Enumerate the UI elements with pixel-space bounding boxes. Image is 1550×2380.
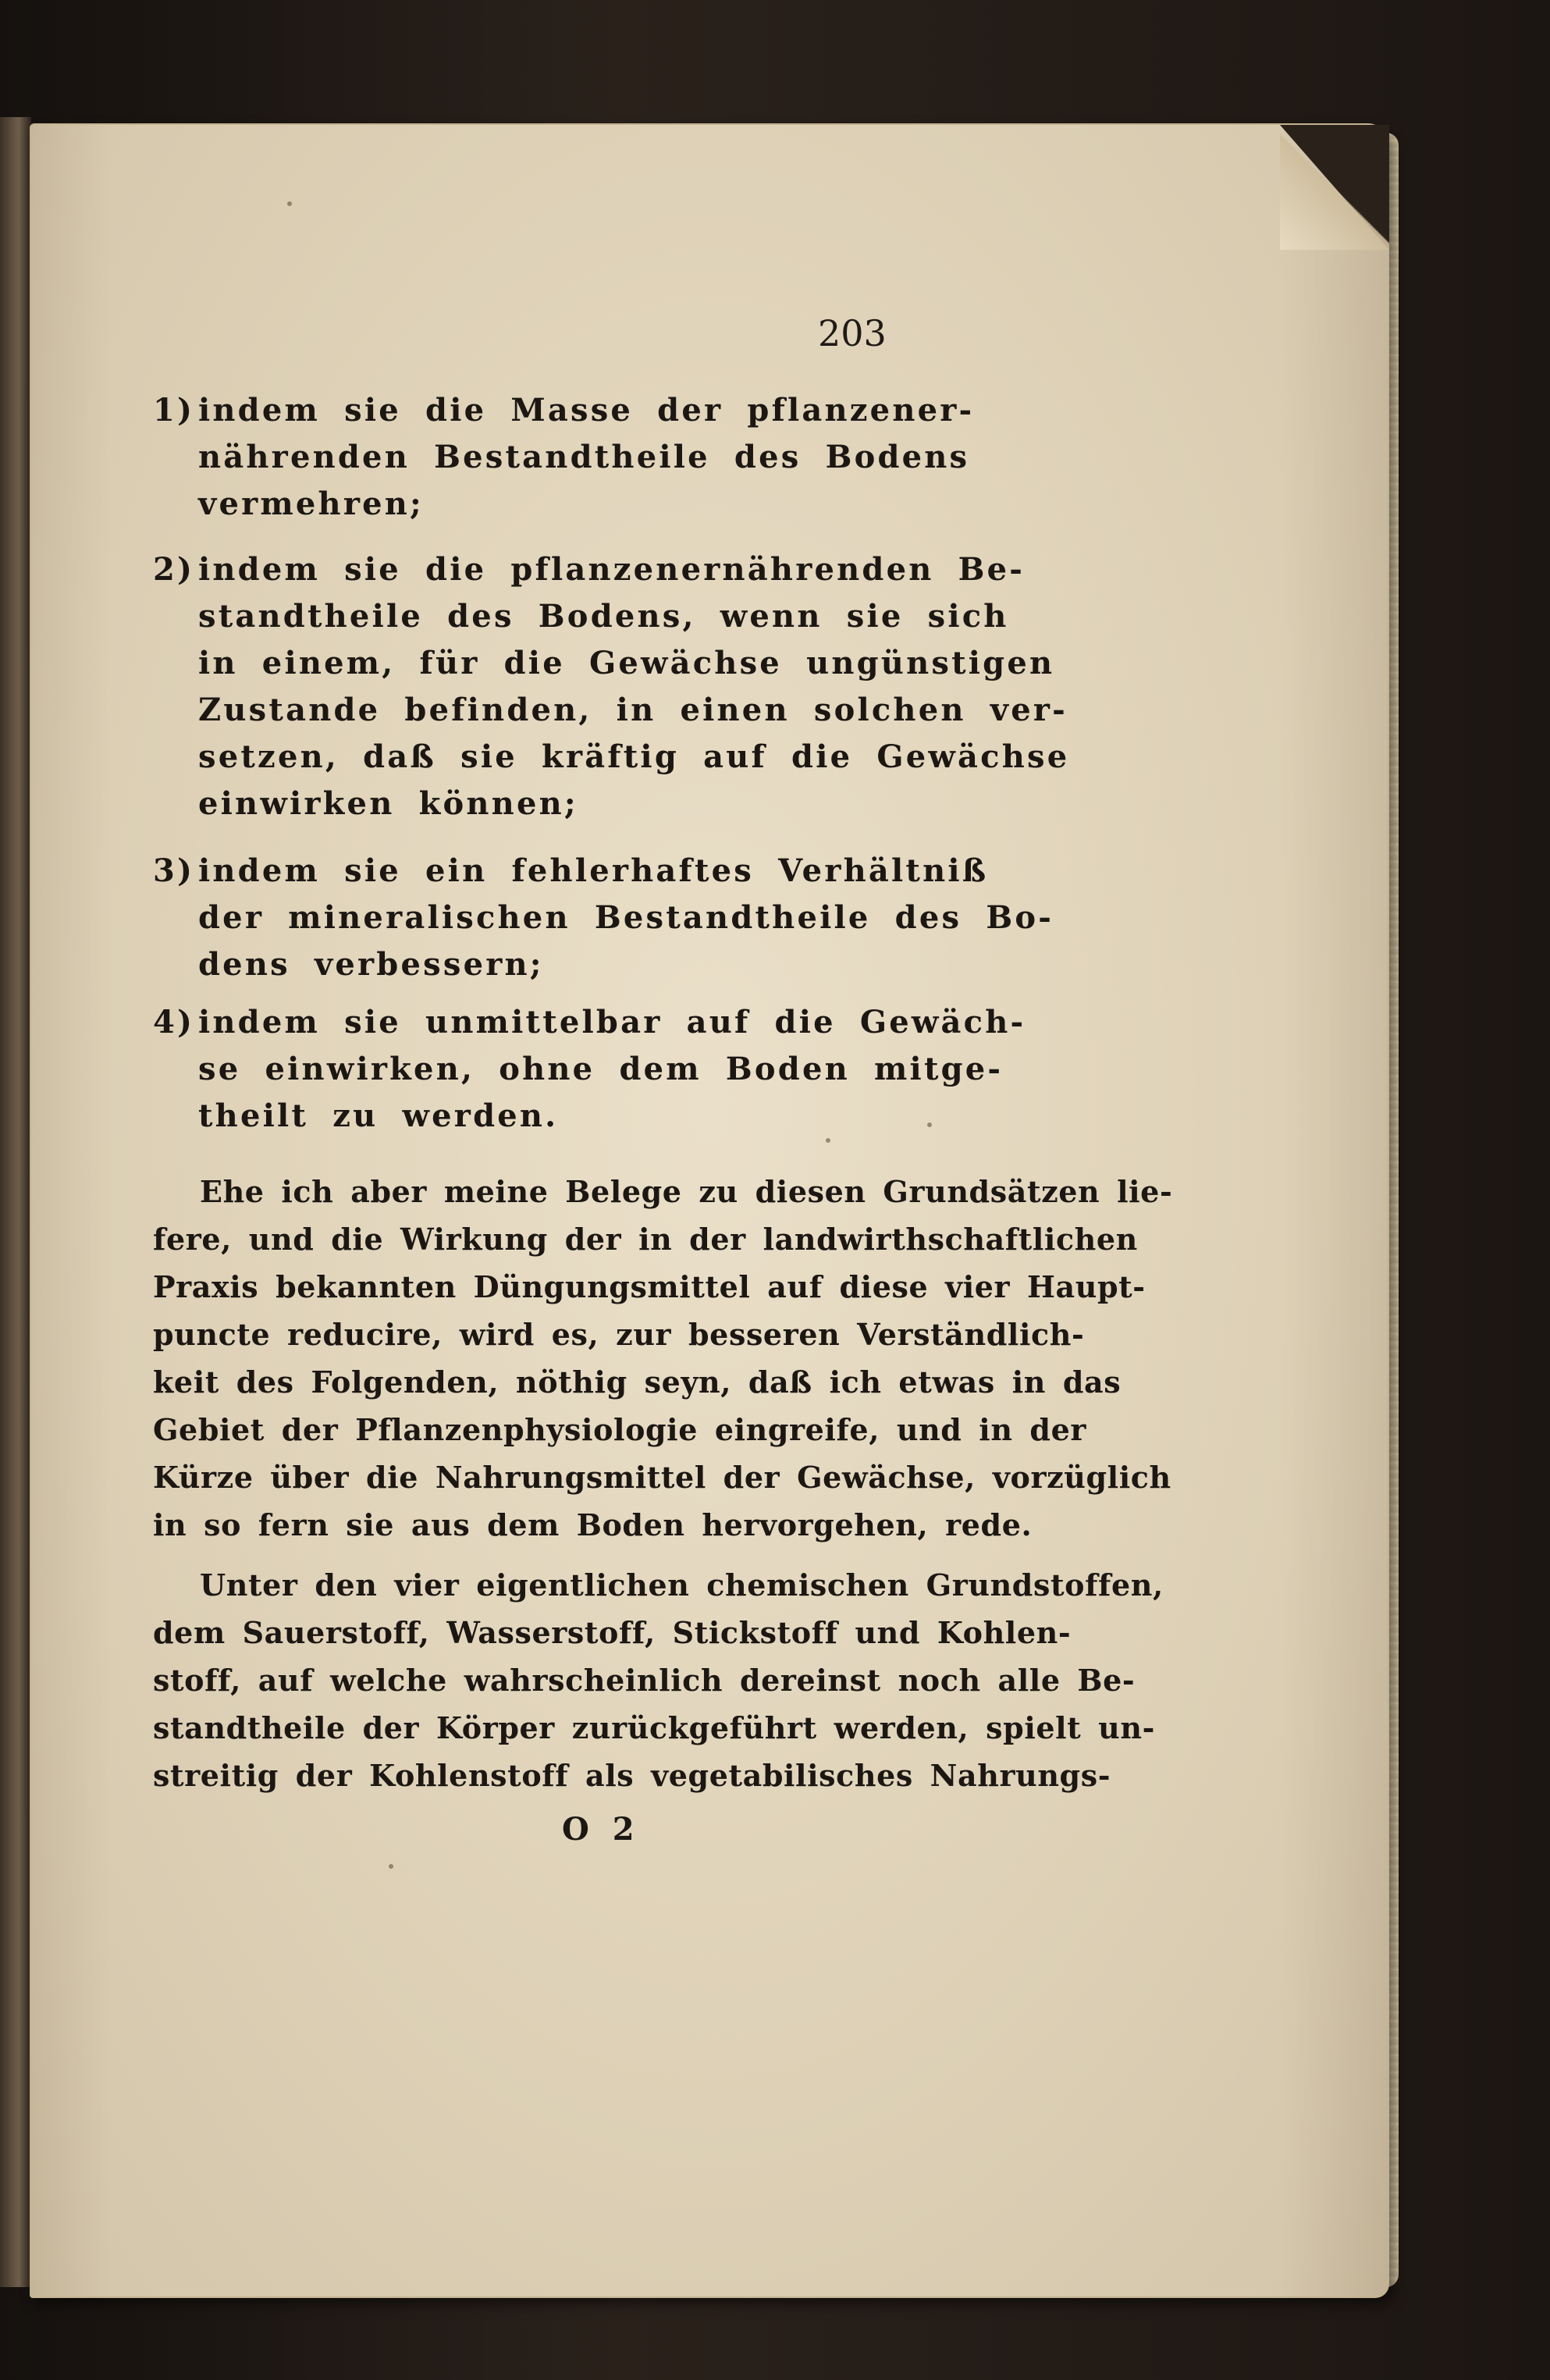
paper-speck	[389, 1864, 393, 1869]
list-item-2	[153, 546, 1070, 827]
paragraph-line: Praxis bekannten Düngungsmittel auf diese vier Haupt-	[153, 1269, 1146, 1304]
paragraph-line: Unter den vier eigentlichen chemischen Grundstoffen,	[200, 1567, 1164, 1603]
list-line: theilt zu werden.	[198, 1098, 559, 1134]
list-line: standtheile des Bodens, wenn sie sich	[198, 598, 1009, 635]
paragraph-line: Gebiet der Pflanzenphysiologie eingreife, und in der	[153, 1412, 1086, 1447]
list-line: dens verbessern;	[198, 946, 544, 983]
paper-speck	[927, 1122, 932, 1127]
list-line: indem sie die Masse der pflanzener-	[198, 392, 975, 429]
list-line: Zustande befinden, in einen solchen ver-	[198, 692, 1068, 728]
list-line: in einem, für die Gewächse ungünstigen	[198, 645, 1055, 681]
paragraph-line: fere, und die Wirkung der in der landwirthschaftlichen	[153, 1222, 1138, 1257]
paragraph-line: in so fern sie aus dem Boden hervorgehen, rede.	[153, 1507, 1033, 1542]
list-line: indem sie ein fehlerhaftes Verhältniß	[198, 852, 989, 889]
list-line: setzen, daß sie kräftig auf die Gewächse	[198, 738, 1070, 775]
paragraph-line: puncte reducire, wird es, zur besseren Verständlich-	[153, 1317, 1085, 1352]
list-line: se einwirken, ohne dem Boden mitge-	[198, 1051, 1004, 1087]
list-line: vermehren;	[198, 486, 424, 522]
dogear-fold	[1280, 125, 1389, 250]
list-item-3	[153, 848, 1054, 988]
list-item-4	[153, 999, 1026, 1140]
paragraph-line: keit des Folgenden, nöthig seyn, daß ich etwas in das	[153, 1364, 1122, 1400]
paper-speck	[287, 201, 292, 206]
paragraph-line: streitig der Kohlenstoff als vegetabilisches Nahrungs-	[153, 1758, 1111, 1793]
list-number: 1)	[153, 392, 195, 429]
list-item-1	[153, 387, 975, 528]
paragraph-line: standtheile der Körper zurückgeführt werden, spielt un-	[153, 1710, 1155, 1745]
paragraph-line: dem Sauerstoff, Wasserstoff, Stickstoff und Kohlen-	[153, 1615, 1072, 1650]
signature-mark: O 2	[562, 1811, 641, 1848]
list-number: 2)	[153, 551, 195, 588]
page-number: 203	[818, 312, 887, 354]
list-line: indem sie die pflanzenernährenden Be-	[198, 551, 1026, 588]
book-spine-edge	[0, 117, 31, 2287]
paragraph-1	[153, 1168, 1173, 1549]
list-line: der mineralischen Bestandtheile des Bo-	[198, 899, 1054, 936]
list-line: indem sie unmittelbar auf die Gewäch-	[198, 1004, 1026, 1041]
list-number: 4)	[153, 1004, 195, 1041]
list-number: 3)	[153, 852, 195, 889]
paragraph-line: stoff, auf welche wahrscheinlich dereinst noch alle Be-	[153, 1663, 1136, 1698]
list-line: nährenden Bestandtheile des Bodens	[198, 439, 970, 475]
list-line: einwirken können;	[198, 785, 578, 822]
paragraph-line: Kürze über die Nahrungsmittel der Gewächse, vorzüglich	[153, 1460, 1171, 1495]
paragraph-2	[153, 1561, 1164, 1799]
paragraph-line: Ehe ich aber meine Belege zu diesen Grundsätzen lie-	[200, 1174, 1173, 1209]
